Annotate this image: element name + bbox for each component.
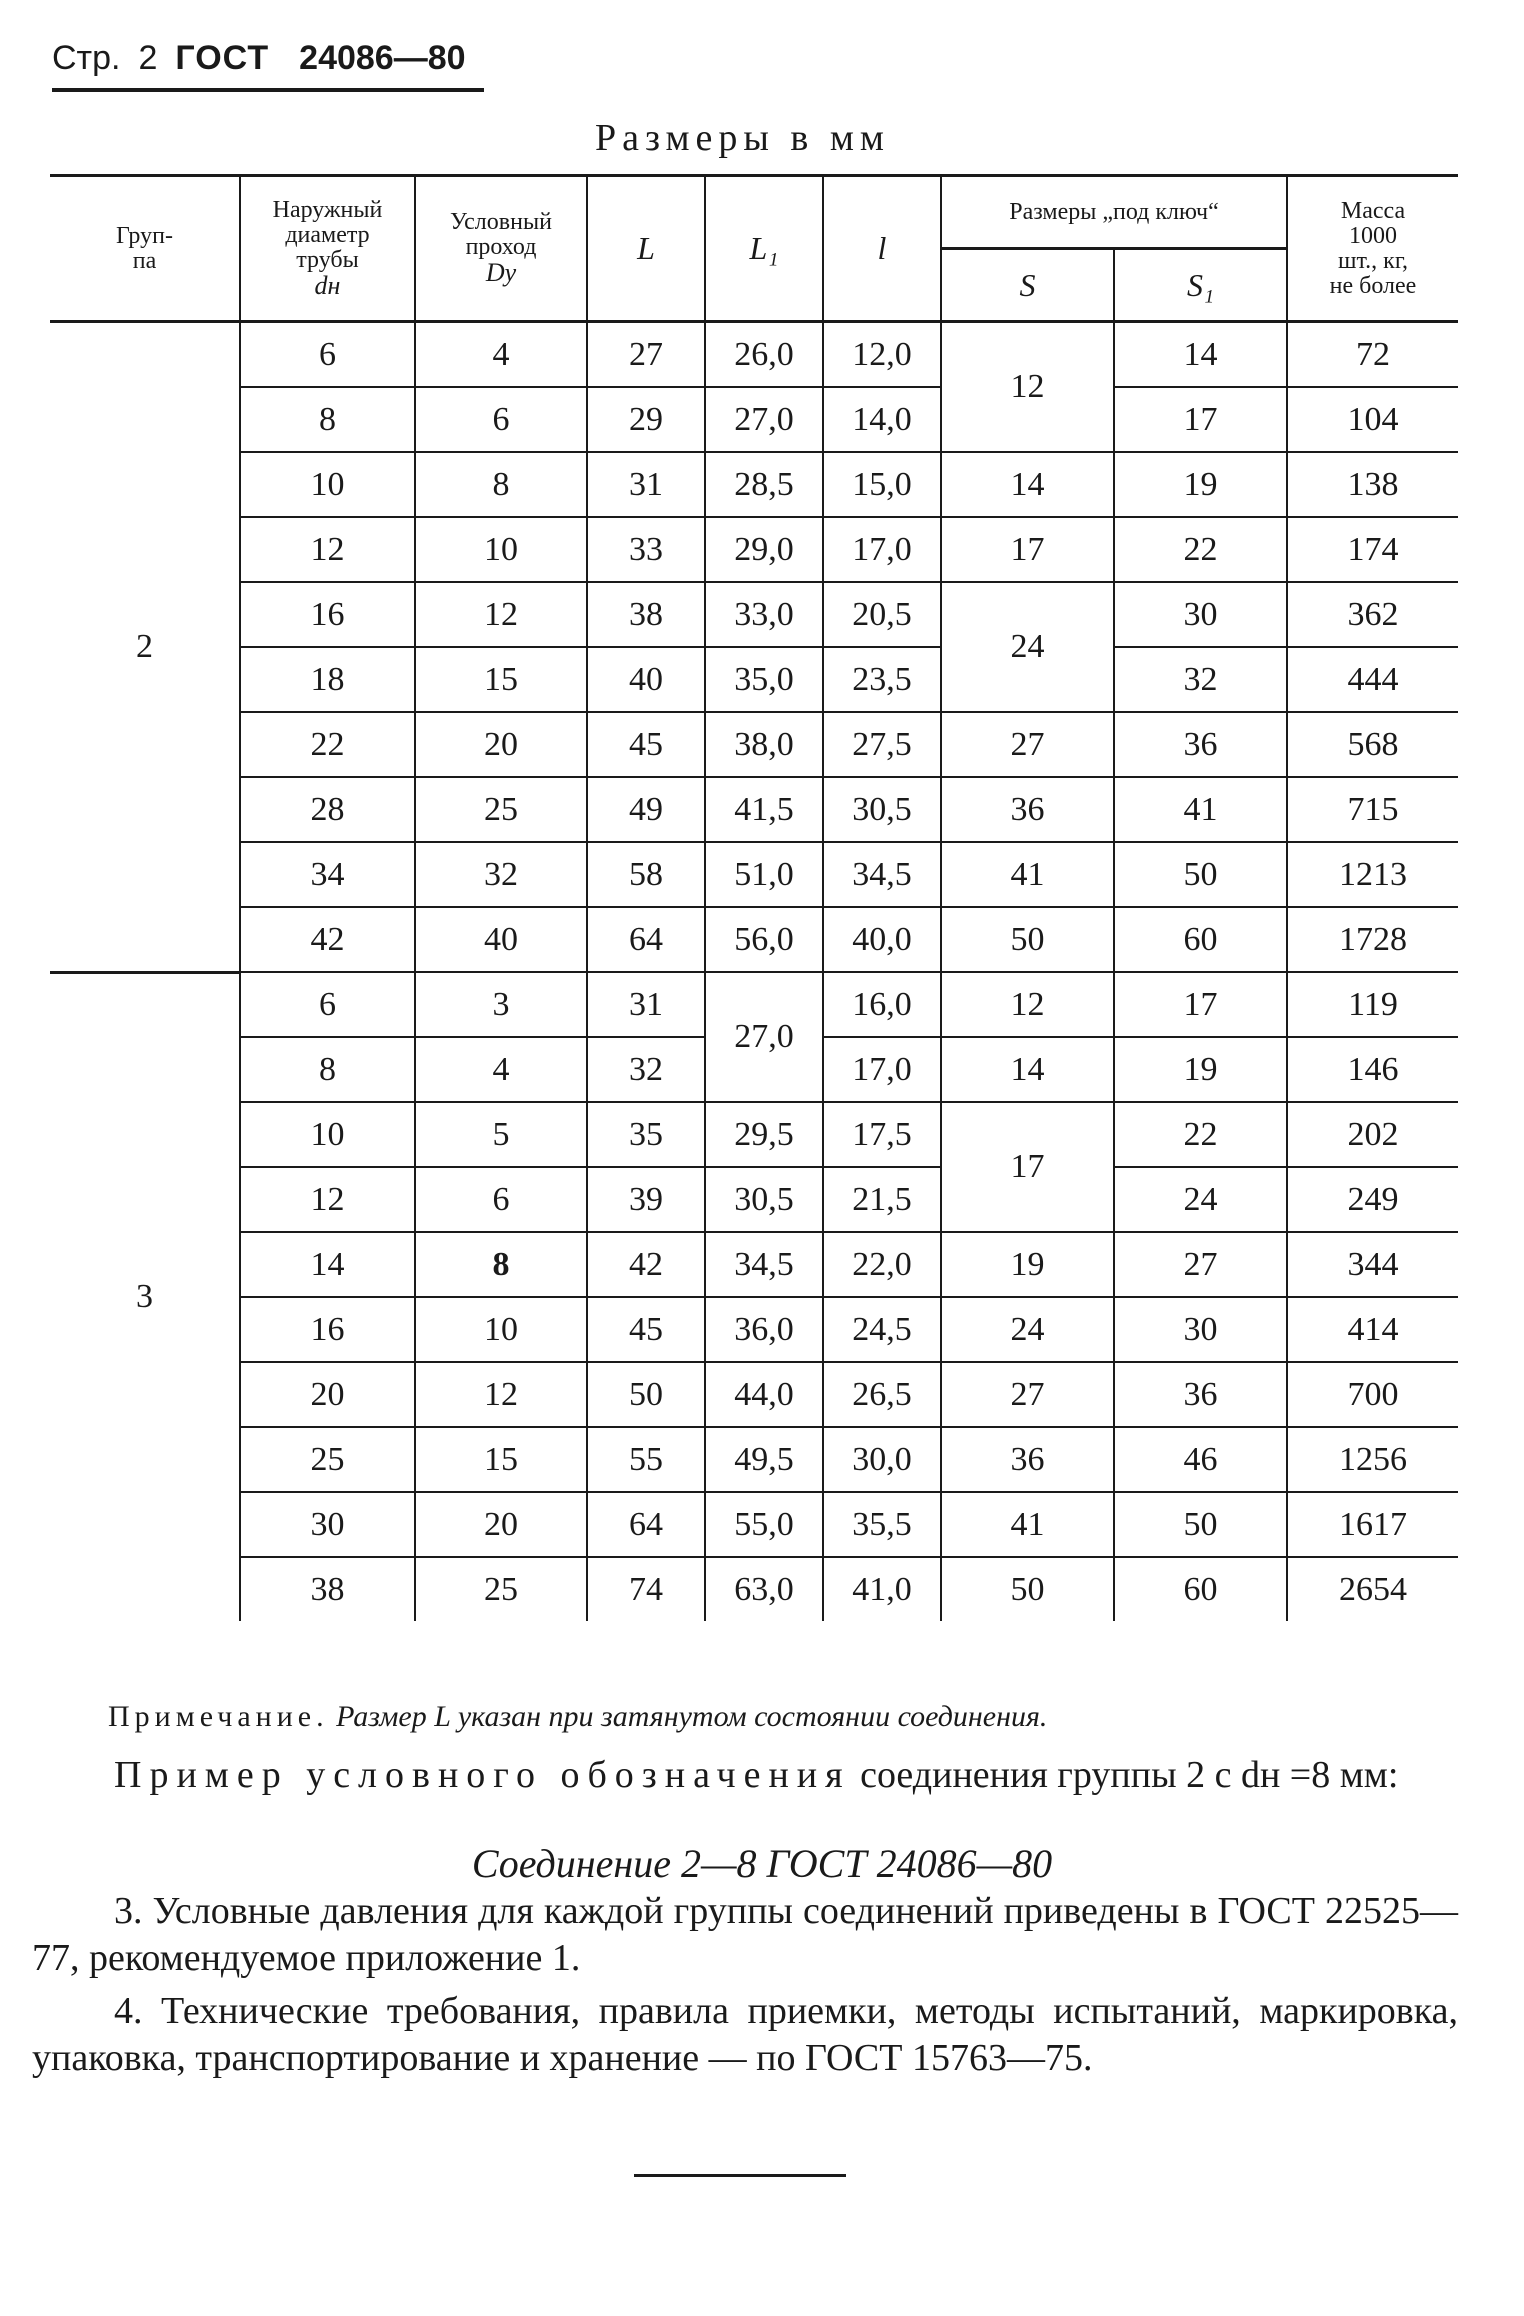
table-row: [50, 322, 1458, 388]
cell-L1: 28,5: [705, 452, 823, 517]
cell-dy: 12: [415, 582, 587, 647]
cell-dn: 8: [240, 387, 415, 452]
cell-l: 16,0: [823, 972, 941, 1037]
units-caption: Размеры в мм: [595, 117, 890, 159]
cell-mass: 715: [1287, 777, 1458, 842]
cell-mass: 444: [1287, 647, 1458, 712]
table-row: [50, 387, 1458, 452]
cell-L: 45: [587, 1297, 705, 1362]
header-mass-label: Масса 1000 шт., кг, не более: [1329, 197, 1417, 299]
cell-dn: 25: [240, 1427, 415, 1492]
cell-S: 24: [941, 1297, 1114, 1362]
cell-dn: 42: [240, 907, 415, 972]
cell-mass: 119: [1287, 972, 1458, 1037]
cell-dn: 14: [240, 1232, 415, 1297]
cell-l: 30,5: [823, 777, 941, 842]
cell-L: 29: [587, 387, 705, 452]
cell-l: 22,0: [823, 1232, 941, 1297]
cell-l: 17,0: [823, 1037, 941, 1102]
example-rest: соединения группы 2 с dн =8 мм:: [850, 1754, 1399, 1796]
header-outer-diameter: [240, 176, 415, 322]
page-number: 2: [138, 38, 158, 77]
table-body: [50, 322, 1458, 1622]
cell-dy: 20: [415, 1492, 587, 1557]
cell-dy: 4: [415, 1037, 587, 1102]
group-cell: 3: [136, 1278, 153, 1316]
cell-S: 14: [941, 452, 1114, 517]
cell-L1: 55,0: [705, 1492, 823, 1557]
cell-mass: 2654: [1287, 1557, 1458, 1621]
cell-l: 17,5: [823, 1102, 941, 1167]
table-row: [50, 647, 1458, 712]
table-row: [50, 517, 1458, 582]
cell-l: 30,0: [823, 1427, 941, 1492]
header-nominal-bore: [415, 176, 587, 322]
table-note: [108, 1700, 1047, 1734]
cell-S: 50: [941, 907, 1114, 972]
cell-L1: 30,5: [705, 1167, 823, 1232]
cell-S: 36: [941, 1427, 1114, 1492]
cell-S1: 50: [1114, 1492, 1287, 1557]
cell-dy: 15: [415, 647, 587, 712]
cell-S1: 36: [1114, 712, 1287, 777]
header-S: S: [941, 249, 1114, 322]
cell-dy: 8: [415, 1232, 587, 1297]
cell-mass: 414: [1287, 1297, 1458, 1362]
cell-dy: 6: [415, 387, 587, 452]
header-S1: S₁: [1114, 249, 1287, 322]
cell-S1: 19: [1114, 452, 1287, 517]
table-row: [50, 582, 1458, 647]
cell-dn: 8: [240, 1037, 415, 1102]
cell-S1: 46: [1114, 1427, 1287, 1492]
cell-S1: 22: [1114, 517, 1287, 582]
table-row: [50, 907, 1458, 972]
cell-L1: 63,0: [705, 1557, 823, 1621]
cell-S1: 14: [1114, 322, 1287, 388]
cell-mass: 568: [1287, 712, 1458, 777]
table-row: [50, 452, 1458, 517]
cell-S: 41: [941, 1492, 1114, 1557]
dimensions-table: [50, 174, 1458, 1621]
header-nominal-bore-symbol: Dy: [485, 258, 517, 287]
cell-dn: 22: [240, 712, 415, 777]
header-wrench-sizes: Размеры „под ключ“: [941, 176, 1287, 249]
cell-L1: 34,5: [705, 1232, 823, 1297]
cell-S: 17: [941, 517, 1114, 582]
cell-S1: 60: [1114, 907, 1287, 972]
cell-dy: 12: [415, 1362, 587, 1427]
cell-L1: 35,0: [705, 647, 823, 712]
cell-mass: 249: [1287, 1167, 1458, 1232]
cell-mass: 1256: [1287, 1427, 1458, 1492]
cell-S1: 17: [1114, 972, 1287, 1037]
table-row: [50, 1102, 1458, 1167]
cell-l: 41,0: [823, 1557, 941, 1621]
cell-mass: 104: [1287, 387, 1458, 452]
cell-S: 12: [941, 972, 1114, 1037]
cell-dn: 10: [240, 1102, 415, 1167]
cell-L: 45: [587, 712, 705, 777]
cell-L1: 29,5: [705, 1102, 823, 1167]
cell-dy: 15: [415, 1427, 587, 1492]
cell-dn: 20: [240, 1362, 415, 1427]
cell-mass: 362: [1287, 582, 1458, 647]
cell-dn: 12: [240, 517, 415, 582]
cell-l: 27,5: [823, 712, 941, 777]
cell-dy: 20: [415, 712, 587, 777]
table-row: [50, 1362, 1458, 1427]
cell-S: 19: [941, 1232, 1114, 1297]
page-header: [52, 28, 484, 92]
table-row: [50, 1167, 1458, 1232]
cell-S1: 30: [1114, 1297, 1287, 1362]
cell-L: 55: [587, 1427, 705, 1492]
table-row: [50, 1492, 1458, 1557]
group-cell: 2: [50, 322, 240, 973]
cell-mass: 146: [1287, 1037, 1458, 1102]
cell-L1: 41,5: [705, 777, 823, 842]
cell-L: 39: [587, 1167, 705, 1232]
cell-S1: 41: [1114, 777, 1287, 842]
cell-L: 32: [587, 1037, 705, 1102]
cell-mass: 700: [1287, 1362, 1458, 1427]
cell-mass: 138: [1287, 452, 1458, 517]
cell-S1: 50: [1114, 842, 1287, 907]
cell-mass: 1728: [1287, 907, 1458, 972]
header-group: [50, 176, 240, 322]
cell-L: 31: [587, 452, 705, 517]
cell-L: 42: [587, 1232, 705, 1297]
cell-L1: 51,0: [705, 842, 823, 907]
table-row: [50, 972, 1458, 1037]
cell-dy: 10: [415, 517, 587, 582]
cell-l: 34,5: [823, 842, 941, 907]
cell-L1: 33,0: [705, 582, 823, 647]
cell-dy: 32: [415, 842, 587, 907]
cell-dn: 30: [240, 1492, 415, 1557]
cell-S: 27: [941, 1362, 1114, 1427]
cell-L: 38: [587, 582, 705, 647]
cell-L1: 27,0: [705, 972, 823, 1102]
cell-l: 35,5: [823, 1492, 941, 1557]
cell-L: 58: [587, 842, 705, 907]
cell-dy: 10: [415, 1297, 587, 1362]
cell-l: 24,5: [823, 1297, 941, 1362]
example-paragraph: [32, 1752, 1458, 1799]
header-L: L: [587, 176, 705, 322]
header-mass: [1287, 176, 1458, 322]
cell-L1: 38,0: [705, 712, 823, 777]
cell-l: 17,0: [823, 517, 941, 582]
cell-S1: 32: [1114, 647, 1287, 712]
cell-L1: 56,0: [705, 907, 823, 972]
cell-S: 17: [941, 1102, 1114, 1232]
cell-L1: 27,0: [705, 387, 823, 452]
cell-dn: 12: [240, 1167, 415, 1232]
cell-mass: 72: [1287, 322, 1458, 388]
note-label: Примечание.: [108, 1700, 329, 1733]
cell-mass: 174: [1287, 517, 1458, 582]
cell-l: 12,0: [823, 322, 941, 388]
standard-name: ГОСТ: [175, 38, 270, 77]
cell-dy: 40: [415, 907, 587, 972]
cell-L1: 29,0: [705, 517, 823, 582]
cell-L: 74: [587, 1557, 705, 1621]
cell-S: 27: [941, 712, 1114, 777]
cell-mass: 1617: [1287, 1492, 1458, 1557]
cell-S1: 30: [1114, 582, 1287, 647]
cell-l: 23,5: [823, 647, 941, 712]
cell-mass: 202: [1287, 1102, 1458, 1167]
cell-dn: 6: [240, 322, 415, 388]
page-label: Стр.: [52, 38, 121, 77]
cell-L: 33: [587, 517, 705, 582]
cell-L1: 26,0: [705, 322, 823, 388]
cell-L: 27: [587, 322, 705, 388]
cell-dy: 6: [415, 1167, 587, 1232]
cell-dn: 18: [240, 647, 415, 712]
cell-l: 40,0: [823, 907, 941, 972]
table-row: [50, 1232, 1458, 1297]
header-L1: L₁: [705, 176, 823, 322]
cell-L: 31: [587, 972, 705, 1037]
cell-l: 15,0: [823, 452, 941, 517]
cell-dn: 6: [240, 972, 415, 1037]
cell-S1: 22: [1114, 1102, 1287, 1167]
example-lead: Пример условного обозначения: [114, 1754, 851, 1796]
end-rule: [634, 2174, 846, 2177]
cell-dy: 5: [415, 1102, 587, 1167]
cell-dy: 8: [415, 452, 587, 517]
cell-S1: 36: [1114, 1362, 1287, 1427]
table-row: [50, 1427, 1458, 1492]
cell-S: 41: [941, 842, 1114, 907]
header-outer-diameter-label: Наружный диаметр трубы: [272, 196, 383, 273]
header-nominal-bore-label: Условный проход: [450, 209, 552, 260]
cell-S: 24: [941, 582, 1114, 712]
cell-S1: 24: [1114, 1167, 1287, 1232]
cell-L1: 44,0: [705, 1362, 823, 1427]
cell-l: 21,5: [823, 1167, 941, 1232]
cell-S: 12: [941, 322, 1114, 453]
table-row: [50, 777, 1458, 842]
table-row: [50, 842, 1458, 907]
header-group-label: Груп- па: [116, 222, 173, 274]
header-outer-diameter-symbol: dн: [314, 270, 341, 300]
clause-3: 3. Условные давления для каждой группы соединений приведены в ГОСТ 22525—77, рекомендуемое приложение 1.: [32, 1890, 1458, 1979]
table-row: [50, 1297, 1458, 1362]
cell-L: 49: [587, 777, 705, 842]
cell-L: 40: [587, 647, 705, 712]
standard-code: 24086—80: [299, 38, 466, 77]
cell-mass: 1213: [1287, 842, 1458, 907]
cell-dn: 34: [240, 842, 415, 907]
cell-l: 14,0: [823, 387, 941, 452]
cell-S1: 17: [1114, 387, 1287, 452]
cell-dn: 28: [240, 777, 415, 842]
header-l: l: [823, 176, 941, 322]
cell-S1: 19: [1114, 1037, 1287, 1102]
cell-L: 35: [587, 1102, 705, 1167]
cell-L: 64: [587, 1492, 705, 1557]
cell-S: 36: [941, 777, 1114, 842]
cell-dy: 3: [415, 972, 587, 1037]
table-row: [50, 712, 1458, 777]
cell-dy: 25: [415, 777, 587, 842]
cell-L: 64: [587, 907, 705, 972]
cell-mass: 344: [1287, 1232, 1458, 1297]
note-text: Размер L указан при затянутом состоянии соединения.: [328, 1700, 1048, 1733]
cell-S1: 27: [1114, 1232, 1287, 1297]
clause-4: 4. Технические требования, правила приемки, методы испытаний, маркировка, упаковка, транспортирование и хранение — по ГОСТ 15763—75.: [32, 1990, 1458, 2079]
cell-L1: 36,0: [705, 1297, 823, 1362]
cell-l: 20,5: [823, 582, 941, 647]
cell-S1: 60: [1114, 1557, 1287, 1621]
table-row: [50, 1557, 1458, 1621]
cell-dn: 16: [240, 582, 415, 647]
cell-S: 50: [941, 1557, 1114, 1621]
cell-L: 50: [587, 1362, 705, 1427]
example-designation: Соединение 2—8 ГОСТ 24086—80: [471, 1841, 1053, 1886]
cell-dn: 38: [240, 1557, 415, 1621]
cell-dy: 25: [415, 1557, 587, 1621]
cell-l: 26,5: [823, 1362, 941, 1427]
cell-L1: 49,5: [705, 1427, 823, 1492]
cell-dy: 4: [415, 322, 587, 388]
cell-dn: 10: [240, 452, 415, 517]
cell-S: 14: [941, 1037, 1114, 1102]
cell-dn: 16: [240, 1297, 415, 1362]
